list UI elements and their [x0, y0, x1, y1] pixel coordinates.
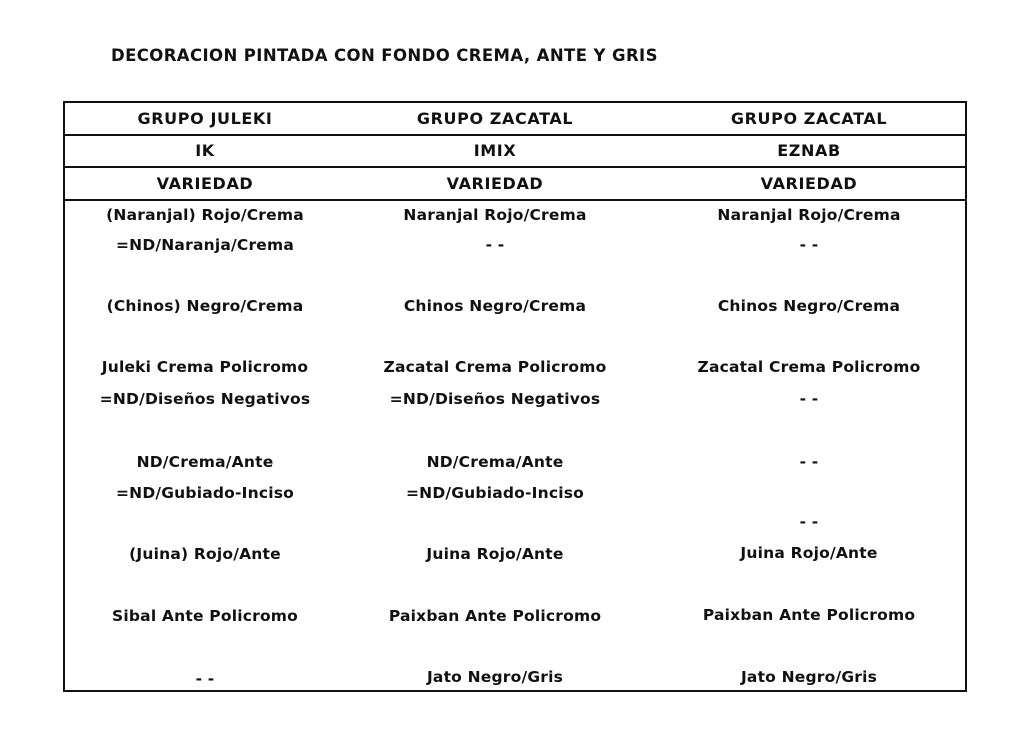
table-cell: - -: [799, 236, 819, 254]
table-cell: =ND/Diseños Negativos: [99, 390, 311, 408]
table-cell: (Juina) Rojo/Ante: [129, 545, 281, 563]
table-cell: Sibal Ante Policromo: [111, 607, 299, 625]
table-cell: - -: [195, 670, 215, 688]
table-cell: Paixban Ante Policromo: [388, 607, 602, 625]
table-cell: Jato Negro/Gris: [426, 668, 564, 686]
table-cell: =ND/Naranja/Crema: [115, 236, 295, 254]
table-cell: =ND/Gubiado-Inciso: [405, 484, 585, 502]
table-cell: Chinos Negro/Crema: [403, 297, 587, 315]
table-cell: Paixban Ante Policromo: [702, 606, 916, 624]
variety-header: VARIEDAD: [446, 174, 544, 193]
table-cell: - -: [799, 513, 819, 531]
group-header-juleki: GRUPO JULEKI: [137, 109, 273, 128]
ceramics-table: [63, 101, 967, 692]
variety-header: VARIEDAD: [760, 174, 858, 193]
table-cell: - -: [799, 390, 819, 408]
complex-header-row: [65, 136, 965, 168]
complex-header-imix: IMIX: [473, 141, 517, 160]
table-cell: Naranjal Rojo/Crema: [717, 206, 901, 224]
table-cell: Zacatal Crema Policromo: [697, 358, 921, 376]
table-cell: Juina Rojo/Ante: [740, 544, 878, 562]
table-cell: Juleki Crema Policromo: [101, 358, 309, 376]
group-header-row: [65, 103, 965, 136]
complex-header-ik: IK: [195, 141, 215, 160]
table-cell: Jato Negro/Gris: [740, 668, 878, 686]
table-cell: (Chinos) Negro/Crema: [106, 297, 304, 315]
table-cell: =ND/Diseños Negativos: [389, 390, 601, 408]
table-cell: (Naranjal) Rojo/Crema: [106, 206, 304, 224]
table-cell: - -: [799, 453, 819, 471]
table-cell: Naranjal Rojo/Crema: [403, 206, 587, 224]
variety-header: VARIEDAD: [156, 174, 254, 193]
table-cell: - -: [485, 236, 505, 254]
variety-header-row: [65, 168, 965, 201]
table-cell: Juina Rojo/Ante: [426, 545, 564, 563]
group-header-zacatal-eznab: GRUPO ZACATAL: [730, 109, 888, 128]
group-header-zacatal-imix: GRUPO ZACATAL: [416, 109, 574, 128]
page-title: DECORACION PINTADA CON FONDO CREMA, ANTE Y GRIS: [111, 46, 658, 65]
table-cell: ND/Crema/Ante: [426, 453, 564, 471]
table-cell: Chinos Negro/Crema: [717, 297, 901, 315]
table-cell: ND/Crema/Ante: [136, 453, 274, 471]
table-cell: =ND/Gubiado-Inciso: [115, 484, 295, 502]
complex-header-eznab: EZNAB: [777, 141, 841, 160]
table-cell: Zacatal Crema Policromo: [383, 358, 607, 376]
